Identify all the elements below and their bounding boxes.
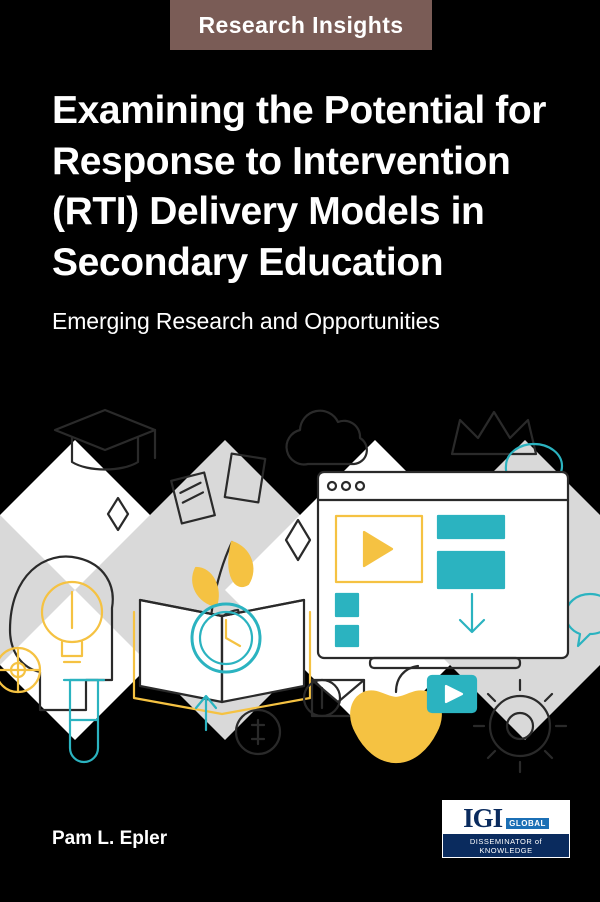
- publisher-logo-mark-row: [443, 801, 569, 834]
- publisher-badge: GLOBAL: [506, 818, 549, 829]
- browser-window-icon: [318, 472, 568, 668]
- series-banner: [170, 0, 432, 50]
- publisher-tagline: DISSEMINATOR of KNOWLEDGE: [443, 834, 569, 858]
- book-title: Examining the Potential for Response to Intervention (RTI) Delivery Models in Secondary Education: [52, 89, 547, 285]
- publisher-logo: [442, 800, 570, 858]
- video-tile-icon: [428, 676, 476, 712]
- illustration-svg: [0, 380, 600, 800]
- author-name: Pam L. Epler: [52, 828, 168, 849]
- book-subtitle: Emerging Research and Opportunities: [52, 307, 440, 334]
- cover-illustration: [0, 380, 600, 800]
- series-banner-label: Research Insights: [198, 11, 404, 38]
- publisher-mark: IGI: [463, 803, 503, 833]
- title-block: [52, 86, 562, 337]
